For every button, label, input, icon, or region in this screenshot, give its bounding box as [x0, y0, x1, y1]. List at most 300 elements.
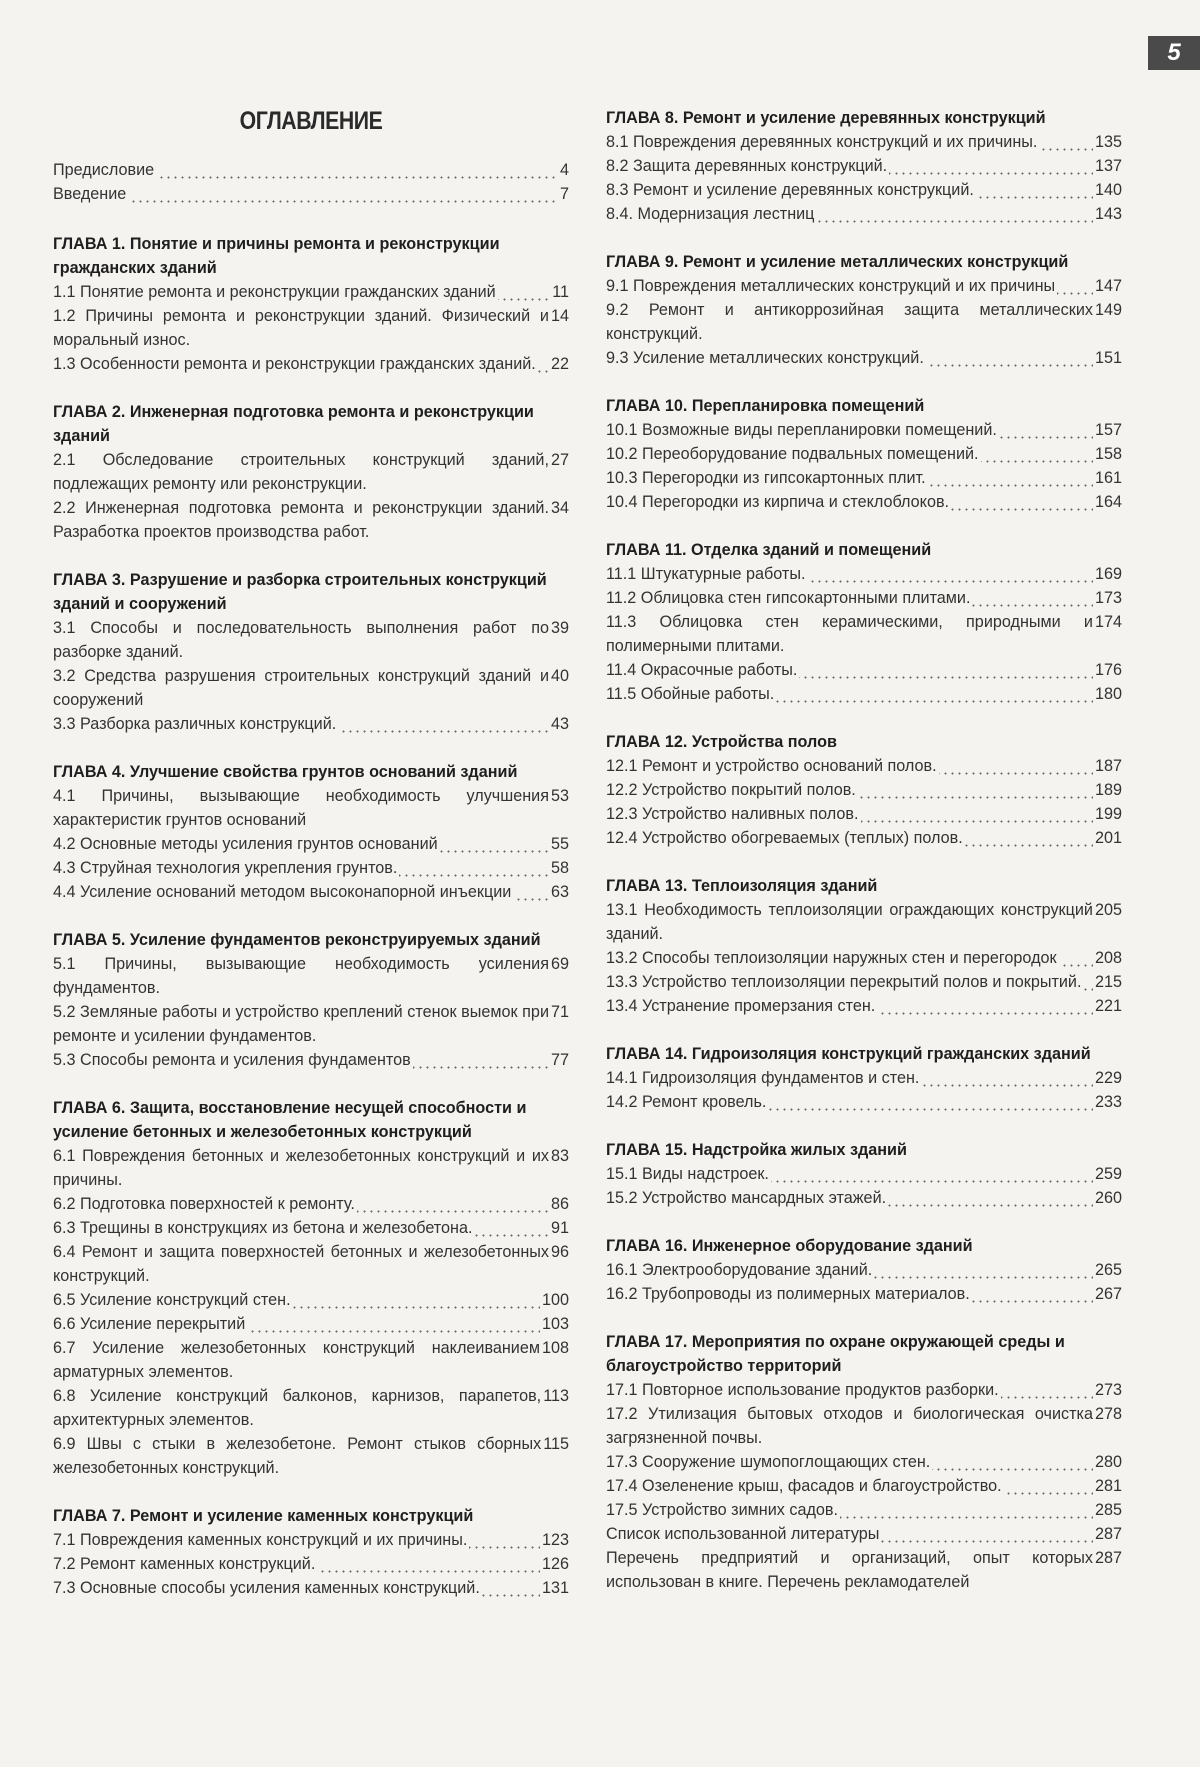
page-number: 5 [1148, 36, 1200, 70]
toc-entry-page: 77 [549, 1048, 569, 1072]
toc-entry-page: 285 [1093, 1498, 1122, 1522]
toc-right-column [606, 106, 1122, 1618]
toc-entry-page: 180 [1093, 682, 1122, 706]
toc-entry-leader [606, 442, 1122, 466]
toc-entry-leader [606, 202, 1122, 226]
toc-left-column [53, 106, 569, 1624]
toc-entry-leader [53, 1576, 569, 1600]
toc-entry-leader [53, 832, 569, 856]
toc-entry[interactable] [606, 682, 1122, 706]
toc-entry[interactable] [606, 346, 1122, 370]
toc-entry-title: 13.2 Способы теплоизоляции наружных стен и перегородок [606, 949, 1057, 967]
toc-entry-title: Введение [53, 185, 127, 203]
toc-entry-leader [606, 778, 1122, 802]
toc-entry-page: 260 [1093, 1186, 1122, 1210]
toc-entry-leader [53, 1432, 569, 1480]
toc-entry-leader [53, 784, 569, 832]
toc-entry-leader [606, 1282, 1122, 1306]
toc-entry-leader [606, 490, 1122, 514]
toc-entry-page: 40 [549, 664, 569, 688]
toc-entry[interactable] [606, 298, 1122, 346]
toc-entry[interactable] [606, 154, 1122, 178]
toc-entry-page: 135 [1093, 130, 1122, 154]
toc-entry-title: 12.3 Устройство наливных полов. [606, 805, 859, 823]
toc-entry-title: 6.6 Усиление перекрытий [53, 1315, 246, 1333]
chapter-section [53, 232, 569, 376]
toc-entry-page: 215 [1093, 970, 1122, 994]
toc-entry-page: 280 [1093, 1450, 1122, 1474]
toc-entry-title: 8.3 Ремонт и усиление деревянных конструкций. [606, 181, 974, 199]
toc-entry-leader [53, 1240, 569, 1288]
chapter-title[interactable]: ГЛАВА 10. Перепланировка помещений [606, 397, 925, 415]
toc-entry-title: 7.2 Ремонт каменных конструкций. [53, 1555, 316, 1573]
chapter-section [53, 400, 569, 544]
toc-entry-title: Предисловие [53, 161, 155, 179]
toc-entry-page: 164 [1093, 490, 1122, 514]
toc-entry-title: Перечень предприятий и организаций, опыт которых использован в книге. Перечень рекламодателей [606, 1549, 1093, 1591]
toc-entry-page: 158 [1093, 442, 1122, 466]
chapter-section [53, 760, 569, 904]
toc-entry-page: 22 [549, 352, 569, 376]
toc-entry-page: 126 [540, 1552, 569, 1576]
toc-entry-leader [606, 682, 1122, 706]
toc-entry-title: 4.4 Усиление оснований методом высоконапорной инъекции [53, 883, 512, 901]
toc-entry-leader [53, 664, 569, 712]
toc-entry-title: 7.1 Повреждения каменных конструкций и их причины. [53, 1531, 468, 1549]
toc-title: ОГЛАВЛЕНИЕ [239, 107, 383, 135]
toc-entry-leader [53, 1048, 569, 1072]
chapter-section [606, 1234, 1122, 1306]
toc-entry-title: 6.1 Повреждения бетонных и железобетонных конструкций и их причины. [53, 1147, 549, 1189]
toc-entry-page: 267 [1093, 1282, 1122, 1306]
toc-entry-page: 205 [1093, 898, 1122, 922]
toc-entry-leader [606, 1162, 1122, 1186]
toc-entry-page: 7 [558, 182, 569, 206]
toc-entry-page: 140 [1093, 178, 1122, 202]
toc-entry-title: 15.2 Устройство мансардных этажей. [606, 1189, 887, 1207]
chapter-title[interactable]: ГЛАВА 11. Отделка зданий и помещений [606, 541, 932, 559]
toc-entry-page: 149 [1093, 298, 1122, 322]
toc-entry[interactable] [606, 1402, 1122, 1450]
chapter-title[interactable]: ГЛАВА 1. Понятие и причины ремонта и реконструкции гражданских зданий [53, 235, 500, 277]
toc-entry-title: 13.4 Устранение промерзания стен. [606, 997, 876, 1015]
toc-entry[interactable] [606, 778, 1122, 802]
toc-entry[interactable] [606, 1378, 1122, 1402]
toc-entry[interactable] [53, 352, 569, 376]
chapter-title[interactable]: ГЛАВА 3. Разрушение и разборка строительных конструкций зданий и сооружений [53, 571, 547, 613]
toc-entry-leader [606, 130, 1122, 154]
toc-entry-title: 6.5 Усиление конструкций стен. [53, 1291, 291, 1309]
chapter-section [606, 538, 1122, 706]
toc-entry-page: 273 [1093, 1378, 1122, 1402]
toc-entry-leader [53, 712, 569, 736]
toc-entry-title: 1.3 Особенности ремонта и реконструкции гражданских зданий. [53, 355, 536, 373]
toc-entry-page: 278 [1093, 1402, 1122, 1426]
toc-entry-leader [53, 304, 569, 352]
toc-entry-leader [53, 182, 569, 206]
toc-entry-title: 14.1 Гидроизоляция фундаментов и стен. [606, 1069, 920, 1087]
toc-entry-page: 221 [1093, 994, 1122, 1018]
toc-entry-title: 6.7 Усиление железобетонных конструкций наклеиванием арматурных элементов. [53, 1339, 540, 1381]
toc-entry-page: 83 [549, 1144, 569, 1168]
toc-entry-page: 11 [550, 280, 569, 304]
chapter-section [53, 568, 569, 736]
toc-entry-leader [606, 466, 1122, 490]
toc-entry-page: 123 [540, 1528, 569, 1552]
toc-entry-title: 3.2 Средства разрушения строительных конструкций зданий и сооружений [53, 667, 549, 709]
toc-entry-page: 265 [1093, 1258, 1122, 1282]
toc-entry-title: 11.4 Окрасочные работы. [606, 661, 798, 679]
toc-entry-page: 201 [1093, 826, 1122, 850]
toc-entry-title: 13.1 Необходимость теплоизоляции ограждающих конструкций зданий. [606, 901, 1093, 943]
toc-entry-title: 8.2 Защита деревянных конструкций. [606, 157, 888, 175]
toc-entry[interactable] [606, 1186, 1122, 1210]
toc-entry-leader [53, 856, 569, 880]
toc-entry-leader [606, 826, 1122, 850]
toc-entry-leader [53, 1312, 569, 1336]
toc-entry-leader [606, 1258, 1122, 1282]
toc-entry-title: 10.1 Возможные виды перепланировки помещений. [606, 421, 997, 439]
chapter-section [53, 1504, 569, 1600]
toc-entry[interactable] [53, 1528, 569, 1552]
chapter-section [606, 874, 1122, 1018]
toc-entry[interactable] [53, 616, 569, 664]
toc-entry-page: 53 [549, 784, 569, 808]
toc-entry-leader [606, 970, 1122, 994]
toc-entry-leader [53, 1336, 569, 1384]
toc-entry[interactable] [53, 664, 569, 712]
chapter-title[interactable]: ГЛАВА 9. Ремонт и усиление металлических конструкций [606, 253, 1069, 271]
toc-entry-leader [606, 1546, 1122, 1594]
chapter-section [606, 394, 1122, 514]
toc-entry-leader [606, 418, 1122, 442]
toc-entry-title: 15.1 Виды надстроек. [606, 1165, 769, 1183]
toc-entry-leader [53, 280, 569, 304]
toc-entry-leader [606, 1066, 1122, 1090]
toc-entry-leader [606, 802, 1122, 826]
toc-entry-page: 58 [549, 856, 569, 880]
toc-entry[interactable] [606, 418, 1122, 442]
chapter-title[interactable]: ГЛАВА 6. Защита, восстановление несущей способности и усиление бетонных и железобетонных конструкций [53, 1099, 527, 1141]
toc-entry-title: 9.2 Ремонт и антикоррозийная защита металлических конструкций. [606, 301, 1093, 343]
toc-entry-title: 5.3 Способы ремонта и усиления фундаментов [53, 1051, 411, 1069]
toc-entry-page: 259 [1093, 1162, 1122, 1186]
toc-entry-leader [53, 1288, 569, 1312]
toc-entry-leader [606, 1378, 1122, 1402]
toc-entry[interactable] [606, 274, 1122, 298]
toc-entry[interactable] [606, 562, 1122, 586]
toc-entry-page: 189 [1093, 778, 1122, 802]
chapter-title[interactable]: ГЛАВА 14. Гидроизоляция конструкций гражданских зданий [606, 1045, 1091, 1063]
toc-entry-leader [606, 898, 1122, 946]
toc-entry-title: 12.2 Устройство покрытий полов. [606, 781, 856, 799]
toc-entry-page: 96 [549, 1240, 569, 1264]
toc-entry[interactable] [606, 970, 1122, 994]
chapter-section [606, 106, 1122, 226]
toc-entry-title: 6.4 Ремонт и защита поверхностей бетонных и железобетонных конструкций. [53, 1243, 549, 1285]
toc-entry-leader [606, 658, 1122, 682]
chapter-title[interactable]: ГЛАВА 4. Улучшение свойства грунтов оснований зданий [53, 763, 518, 781]
toc-entry-leader [606, 1186, 1122, 1210]
toc-entry[interactable] [606, 754, 1122, 778]
toc-entry-page: 131 [540, 1576, 569, 1600]
toc-entry[interactable] [606, 1450, 1122, 1474]
toc-entry-title: 7.3 Основные способы усиления каменных конструкций. [53, 1579, 480, 1597]
chapter-title[interactable]: ГЛАВА 17. Мероприятия по охране окружающей среды и благоустройство территорий [606, 1333, 1065, 1375]
toc-entry[interactable] [53, 496, 569, 544]
toc-entry[interactable] [606, 1090, 1122, 1114]
toc-entry-page: 174 [1093, 610, 1122, 634]
toc-entry[interactable] [53, 1048, 569, 1072]
toc-entry-leader [606, 1522, 1122, 1546]
toc-entry[interactable] [606, 802, 1122, 826]
toc-entry-page: 86 [549, 1192, 569, 1216]
toc-entry-leader [606, 346, 1122, 370]
toc-entry-leader [606, 1474, 1122, 1498]
chapter-section [606, 1042, 1122, 1114]
toc-entry-title: 5.1 Причины, вызывающие необходимость усиления фундаментов. [53, 955, 549, 997]
toc-entry-leader [606, 562, 1122, 586]
toc-entry-page: 287 [1093, 1546, 1122, 1570]
toc-entry-page: 115 [541, 1432, 569, 1456]
toc-entry[interactable] [606, 1522, 1122, 1546]
toc-entry-leader [606, 946, 1122, 970]
toc-entry-leader [606, 610, 1122, 658]
toc-entry-leader [606, 274, 1122, 298]
toc-entry-leader [606, 1498, 1122, 1522]
chapter-title[interactable]: ГЛАВА 7. Ремонт и усиление каменных конструкций [53, 1507, 474, 1525]
toc-entry-leader [606, 178, 1122, 202]
toc-entry-title: 5.2 Земляные работы и устройство креплений стенок выемок при ремонте и усилении фундаментов. [53, 1003, 549, 1045]
toc-entry-page: 143 [1093, 202, 1122, 226]
toc-entry-title: 6.3 Трещины в конструкциях из бетона и железобетона. [53, 1219, 473, 1237]
toc-entry[interactable] [606, 1066, 1122, 1090]
toc-entry[interactable] [606, 466, 1122, 490]
toc-entry[interactable] [606, 658, 1122, 682]
toc-entry-leader [53, 1216, 569, 1240]
toc-entry-page: 208 [1093, 946, 1122, 970]
toc-entry-page: 161 [1093, 466, 1122, 490]
chapter-title[interactable]: ГЛАВА 5. Усиление фундаментов реконструируемых зданий [53, 931, 541, 949]
toc-entry-leader [53, 880, 569, 904]
toc-entry[interactable] [606, 178, 1122, 202]
toc-entry[interactable] [53, 182, 569, 206]
toc-entry-page: 137 [1093, 154, 1122, 178]
toc-entry-title: 10.2 Переоборудование подвальных помещений. [606, 445, 979, 463]
chapter-title[interactable]: ГЛАВА 2. Инженерная подготовка ремонта и реконструкции зданий [53, 403, 534, 445]
toc-entry-page: 169 [1093, 562, 1122, 586]
toc-entry-title: 6.8 Усиление конструкций балконов, карнизов, парапетов, архитектурных элементов. [53, 1387, 542, 1429]
toc-entry-leader [606, 1402, 1122, 1450]
toc-entry-page: 281 [1093, 1474, 1122, 1498]
toc-entry-page: 151 [1093, 346, 1122, 370]
toc-entry[interactable] [606, 1282, 1122, 1306]
toc-entry-page: 147 [1093, 274, 1122, 298]
toc-entry[interactable] [606, 1498, 1122, 1522]
toc-entry[interactable] [606, 946, 1122, 970]
toc-entry-leader [53, 616, 569, 664]
toc-entry[interactable] [606, 898, 1122, 946]
toc-entry[interactable] [53, 712, 569, 736]
toc-entry-title: 17.5 Устройство зимних садов. [606, 1501, 838, 1519]
toc-entry-title: 16.2 Трубопроводы из полимерных материалов. [606, 1285, 970, 1303]
toc-entry-title: 10.4 Перегородки из кирпича и стеклоблоков. [606, 493, 950, 511]
toc-entry[interactable] [53, 1192, 569, 1216]
chapter-section [606, 250, 1122, 370]
toc-entry-leader [53, 1144, 569, 1192]
chapter-title[interactable]: ГЛАВА 16. Инженерное оборудование зданий [606, 1237, 973, 1255]
toc-entry[interactable] [606, 1474, 1122, 1498]
toc-entry-title: 9.3 Усиление металлических конструкций. [606, 349, 924, 367]
toc-entry-leader [53, 1552, 569, 1576]
toc-entry[interactable] [53, 1432, 569, 1480]
toc-entry-title: 1.2 Причины ремонта и реконструкции зданий. Физический и моральный износ. [53, 307, 549, 349]
toc-entry-title: Список использованной литературы [606, 1525, 880, 1543]
toc-entry-page: 229 [1093, 1066, 1122, 1090]
toc-entry-leader [606, 154, 1122, 178]
toc-entry-leader [606, 754, 1122, 778]
chapter-title[interactable]: ГЛАВА 13. Теплоизоляция зданий [606, 877, 878, 895]
toc-entry-page: 55 [549, 832, 569, 856]
toc-entry[interactable] [606, 994, 1122, 1018]
toc-entry-page: 34 [549, 496, 569, 520]
toc-entry-page: 27 [549, 448, 569, 472]
toc-entry[interactable] [53, 158, 569, 182]
chapter-list-right [606, 106, 1122, 1594]
toc-entry-page: 91 [549, 1216, 569, 1240]
toc-entry-title: 4.2 Основные методы усиления грунтов оснований [53, 835, 438, 853]
toc-entry[interactable] [606, 826, 1122, 850]
toc-entry-page: 43 [549, 712, 569, 736]
toc-entry-title: 3.1 Способы и последовательность выполнения работ по разборке зданий. [53, 619, 549, 661]
toc-entry[interactable] [606, 586, 1122, 610]
toc-entry-title: 12.4 Устройство обогреваемых (теплых) полов. [606, 829, 963, 847]
toc-entry-page: 199 [1093, 802, 1122, 826]
toc-entry[interactable] [53, 1216, 569, 1240]
toc-entry[interactable] [606, 130, 1122, 154]
toc-entry[interactable] [606, 1546, 1122, 1594]
chapter-title[interactable]: ГЛАВА 8. Ремонт и усиление деревянных конструкций [606, 109, 1046, 127]
toc-entry-leader [53, 158, 569, 182]
toc-entry[interactable] [606, 202, 1122, 226]
toc-entry-title: 14.2 Ремонт кровель. [606, 1093, 767, 1111]
toc-entry-title: 1.1 Понятие ремонта и реконструкции гражданских зданий [53, 283, 496, 301]
toc-entry[interactable] [53, 1312, 569, 1336]
toc-entry-page: 176 [1093, 658, 1122, 682]
toc-entry[interactable] [53, 448, 569, 496]
toc-entry[interactable] [53, 1336, 569, 1384]
toc-entry-leader [53, 1192, 569, 1216]
toc-entry[interactable] [53, 832, 569, 856]
toc-entry-title: 17.3 Сооружение шумопоглощающих стен. [606, 1453, 931, 1471]
toc-entry-title: 13.3 Устройство теплоизоляции перекрытий полов и покрытий. [606, 973, 1082, 991]
toc-entry[interactable] [606, 490, 1122, 514]
toc-entry-title: 6.9 Швы с стыки в железобетоне. Ремонт стыков сборных железобетонных конструкций. [53, 1435, 542, 1477]
toc-entry-page: 113 [541, 1384, 569, 1408]
chapter-title[interactable]: ГЛАВА 15. Надстройка жилых зданий [606, 1141, 907, 1159]
toc-entry-title: 11.1 Штукатурные работы. [606, 565, 806, 583]
toc-entry-leader [53, 1000, 569, 1048]
toc-entry-leader [53, 496, 569, 544]
toc-entry-page: 100 [540, 1288, 569, 1312]
chapter-section [606, 1330, 1122, 1594]
toc-entry-leader [53, 1384, 569, 1432]
toc-entry[interactable] [53, 784, 569, 832]
toc-entry-page: 187 [1093, 754, 1122, 778]
toc-entry-leader [606, 1090, 1122, 1114]
toc-entry-title: 2.1 Обследование строительных конструкций зданий, подлежащих ремонту или реконструкции. [53, 451, 549, 493]
toc-entry-title: 8.1 Повреждения деревянных конструкций и их причины. [606, 133, 1038, 151]
toc-entry[interactable] [53, 880, 569, 904]
toc-entry-title: 9.1 Повреждения металлических конструкций и их причины [606, 277, 1056, 295]
toc-entry-leader [53, 1528, 569, 1552]
toc-entry[interactable] [53, 856, 569, 880]
toc-entry-page: 103 [540, 1312, 569, 1336]
toc-entry[interactable] [53, 280, 569, 304]
toc-entry[interactable] [606, 1162, 1122, 1186]
chapter-section [606, 1138, 1122, 1210]
toc-entry-page: 233 [1093, 1090, 1122, 1114]
toc-entry-leader [53, 352, 569, 376]
toc-entry-title: 17.2 Утилизация бытовых отходов и биологическая очистка загрязненной почвы. [606, 1405, 1093, 1447]
toc-entry[interactable] [53, 1000, 569, 1048]
toc-entry-page: 39 [549, 616, 569, 640]
toc-entry[interactable] [53, 1576, 569, 1600]
toc-entry-title: 16.1 Электрооборудование зданий. [606, 1261, 873, 1279]
chapter-list-left [53, 232, 569, 1600]
toc-entry[interactable] [53, 1552, 569, 1576]
toc-entry-leader [606, 1450, 1122, 1474]
toc-entry-title: 6.2 Подготовка поверхностей к ремонту. [53, 1195, 355, 1213]
toc-entry-page: 157 [1093, 418, 1122, 442]
chapter-section [606, 730, 1122, 850]
toc-entry[interactable] [53, 952, 569, 1000]
chapter-section [53, 928, 569, 1072]
toc-entry-page: 287 [1093, 1522, 1122, 1546]
toc-entry[interactable] [53, 1288, 569, 1312]
toc-entry-title: 8.4. Модернизация лестниц [606, 205, 815, 223]
toc-entry-title: 17.1 Повторное использование продуктов разборки. [606, 1381, 999, 1399]
chapter-section [53, 1096, 569, 1480]
toc-entry-leader [606, 586, 1122, 610]
toc-entry-title: 11.3 Облицовка стен керамическими, природными и полимерными плитами. [606, 613, 1093, 655]
chapter-title[interactable]: ГЛАВА 12. Устройства полов [606, 733, 837, 751]
toc-entry-page: 71 [549, 1000, 569, 1024]
toc-entry[interactable] [53, 1384, 569, 1432]
toc-entry-page: 14 [549, 304, 569, 328]
toc-entry-title: 11.2 Облицовка стен гипсокартонными плитами. [606, 589, 971, 607]
toc-entry[interactable] [53, 1144, 569, 1192]
toc-entry[interactable] [606, 442, 1122, 466]
toc-entry-title: 12.1 Ремонт и устройство оснований полов. [606, 757, 937, 775]
toc-entry-leader [53, 448, 569, 496]
toc-entry-title: 4.1 Причины, вызывающие необходимость улучшения характеристик грунтов оснований [53, 787, 549, 829]
toc-entry[interactable] [53, 1240, 569, 1288]
toc-entry-page: 108 [540, 1336, 569, 1360]
toc-entry-title: 11.5 Обойные работы. [606, 685, 775, 703]
toc-entry-page: 4 [558, 158, 569, 182]
toc-entry-title: 10.3 Перегородки из гипсокартонных плит. [606, 469, 926, 487]
toc-entry[interactable] [606, 610, 1122, 658]
toc-entry-page: 63 [549, 880, 569, 904]
toc-entry-title: 4.3 Струйная технология укрепления грунтов. [53, 859, 398, 877]
toc-entry[interactable] [53, 304, 569, 352]
toc-entry-title: 3.3 Разборка различных конструкций. [53, 715, 337, 733]
toc-entry[interactable] [606, 1258, 1122, 1282]
toc-entry-page: 173 [1093, 586, 1122, 610]
toc-entry-leader [606, 994, 1122, 1018]
toc-entry-title: 2.2 Инженерная подготовка ремонта и реконструкции зданий. Разработка проектов производства работ. [53, 499, 549, 541]
